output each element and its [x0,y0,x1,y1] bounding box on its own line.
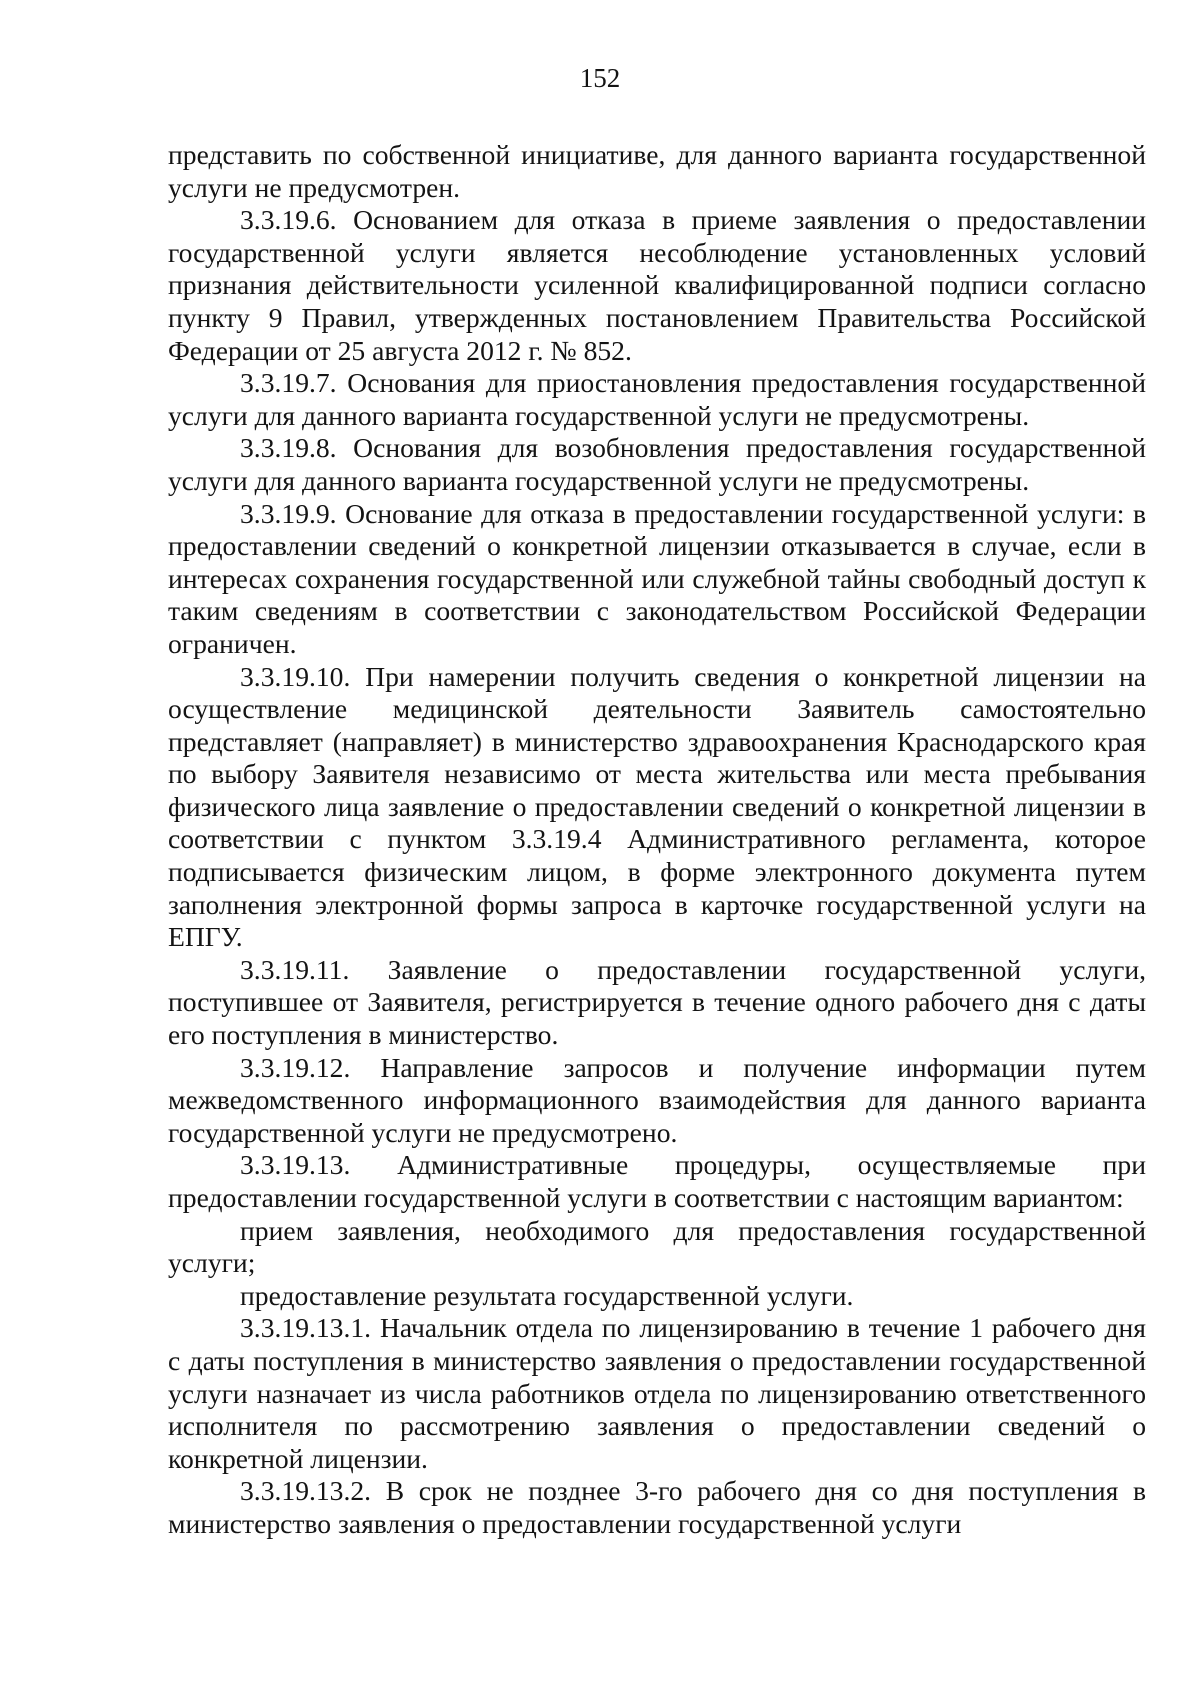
page-number: 152 [579,63,621,93]
paragraph-3-3-19-13-2: 3.3.19.13.2. В срок не позднее 3-го рабочего дня со дня поступления в министерство заявления о предоставлении государственной услуги [168,1475,1146,1539]
paragraph-3-3-19-11: 3.3.19.11. Заявление о предоставлении государственной услуги, поступившее от Заявителя, регистрируется в течение одного рабочего дня с даты его поступления в министерство. [168,953,1146,1051]
paragraph-3-3-19-12: 3.3.19.12. Направление запросов и получение информации путем межведомственного информационного взаимодействия для данного варианта государственной услуги не предусмотрено. [168,1051,1146,1148]
paragraph-3-3-19-13-1: 3.3.19.13.1. Начальник отдела по лицензированию в течение 1 рабочего дня с даты поступления в министерство заявления о предоставлении государственной услуги назначает из числа работников отдела по лицензированию ответственного исполнителя по рассмотрению заявления о предоставлении сведений о конкретной лицензии. [168,1312,1146,1474]
list-item-result-delivery: предоставление результата государственной услуги. [240,1279,854,1311]
list-item-application-intake: прием заявления, необходимого для предоставления государственной услуги; [168,1214,1146,1279]
document-body [168,139,1146,1541]
paragraph-3-3-19-10: 3.3.19.10. При намерении получить сведения о конкретной лицензии на осуществление медицинской деятельности Заявитель самостоятельно представляет (направляет) в министерство здравоохранения Краснодарского края по выбору Заявителя независимо от места жительства или места пребывания физического лица заявление о предоставлении сведений о конкретной лицензии в соответствии с пунктом 3.3.19.4 Административного регламента, которое подписывается физическим лицом, в форме электронного документа путем заполнения электронной формы запроса в карточке государственной услуги на ЕПГУ. [168,660,1146,953]
paragraph-3-3-19-8: 3.3.19.8. Основания для возобновления предоставления государственной услуги для данного варианта государственной услуги не предусмотрены. [168,432,1146,496]
paragraph-3-3-19-13: 3.3.19.13. Административные процедуры, осуществляемые при предоставлении государственной услуги в соответствии с настоящим вариантом: [168,1149,1146,1213]
paragraph-3-3-19-7: 3.3.19.7. Основания для приостановления предоставления государственной услуги для данного варианта государственной услуги не предусмотрены. [168,367,1146,431]
paragraph-continuation: представить по собственной инициативе, для данного варианта государственной услуги не предусмотрен. [168,139,1146,203]
paragraph-3-3-19-6: 3.3.19.6. Основанием для отказа в приеме заявления о предоставлении государственной услуги является несоблюдение установленных условий признания действительности усиленной квалифицированной подписи согласно пункту 9 Правил, утвержденных постановлением Правительства Российской Федерации от 25 августа 2012 г. № 852. [168,204,1146,366]
paragraph-3-3-19-9: 3.3.19.9. Основание для отказа в предоставлении государственной услуги: в предоставлении сведений о конкретной лицензии отказывается в случае, если в интересах сохранения государственной или служебной тайны свободный доступ к таким сведениям в соответствии с законодательством Российской Федерации ограничен. [168,497,1146,659]
